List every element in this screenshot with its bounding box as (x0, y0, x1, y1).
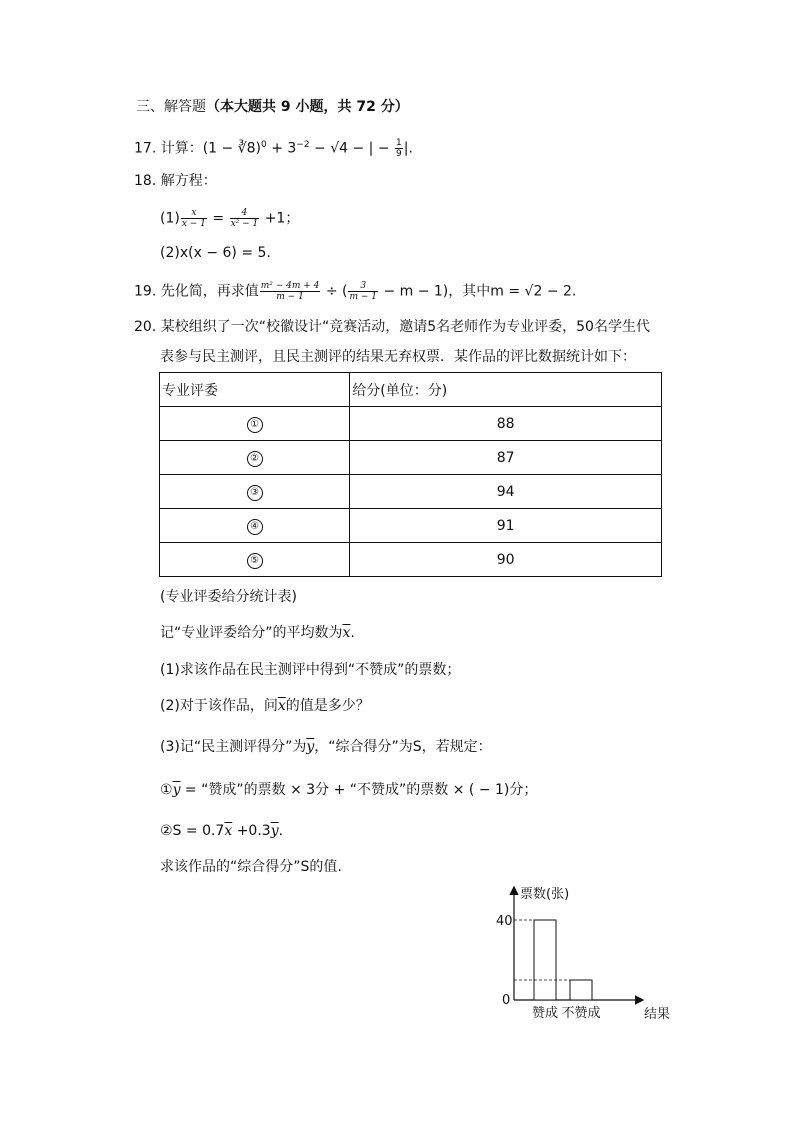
y-tick-label: 0 (502, 993, 511, 1008)
question-lead: 先化简，再求值 (160, 283, 259, 300)
score-table (159, 372, 662, 577)
exponent: −2 (296, 140, 310, 150)
judge-cell (160, 543, 350, 577)
section-note: （本大题共 9 小题，共 72 分） (206, 99, 409, 115)
y-bar: $\overline{y}$ (306, 739, 315, 755)
equation-1 (160, 208, 299, 229)
x-bar: $\overline{x}$ (342, 625, 351, 641)
expr-part: |. (403, 140, 413, 157)
bar-disapprove (570, 980, 592, 1000)
judge-id: ③ (247, 485, 263, 501)
fraction (395, 138, 403, 159)
numerator: x (181, 208, 207, 219)
text: 的值是多少？ (285, 698, 370, 714)
question-20 (134, 318, 650, 336)
expr-part: ÷ ( (321, 283, 348, 300)
y-bar: $\overline{y}$ (270, 823, 279, 839)
vote-bar-chart (470, 880, 670, 1025)
sub-question-2 (160, 697, 370, 715)
expr-part: +1； (260, 210, 300, 227)
x-tick-label: 赞成 (531, 1006, 559, 1021)
table-row (160, 509, 662, 543)
expr-part: − √4 − | − (309, 140, 395, 157)
question-18 (134, 172, 217, 190)
table-row (160, 543, 662, 577)
question-text: 某校组织了一次“校徽设计“竞赛活动，邀请5名老师作为专业评委，50名学生代 (160, 319, 650, 335)
text: (3)记“民主测评得分”为 (160, 739, 307, 755)
judge-id: ② (247, 451, 263, 467)
y-tick-label: 40 (496, 914, 513, 929)
sub-question-3 (160, 738, 492, 756)
sub-question-1: (1)求该作品在民主测评中得到“不赞成”的票数； (160, 662, 461, 678)
text: +0.3 (232, 823, 271, 839)
expr-part: (1 − ∛8) (202, 140, 262, 157)
fraction (348, 281, 378, 302)
numerator: 3 (348, 281, 378, 292)
question-19 (134, 281, 576, 302)
header-score: 给分(单位：分) (350, 373, 662, 407)
fraction (181, 208, 207, 229)
question-number: 18. (134, 173, 157, 189)
judge-id: ④ (247, 519, 263, 535)
x-bar: $\overline{x}$ (224, 823, 233, 839)
equation-2: (2)x(x − 6) = 5. (160, 245, 271, 261)
section-title: 三、解答题 (136, 99, 206, 115)
denominator: 9 (396, 149, 402, 160)
question-lead: 解方程： (160, 173, 217, 189)
text: . (278, 823, 284, 839)
rule-1 (160, 781, 537, 799)
judge-cell (160, 441, 350, 475)
condition: m = √2 − 2. (490, 283, 577, 300)
table-row (160, 407, 662, 441)
score-cell: 91 (350, 509, 662, 543)
question-text-2: 表参与民主测评，且民主测评的结果无弃权票．某作品的评比数据统计如下： (160, 349, 636, 365)
text: ②S = 0.7 (160, 823, 225, 839)
table-caption: (专业评委给分统计表) (160, 589, 297, 605)
table-row (160, 475, 662, 509)
judge-cell (160, 509, 350, 543)
table-row (160, 441, 662, 475)
text: ① (160, 782, 173, 798)
text: (2)对于该作品，问 (160, 698, 278, 714)
x-axis-label: 结果 (644, 1007, 670, 1022)
judge-id: ① (247, 417, 263, 433)
denominator: m − 1 (349, 292, 377, 302)
question-number: 20. (134, 319, 157, 335)
denominator: m − 1 (276, 292, 304, 302)
section-heading (136, 98, 409, 116)
y-axis-label: 票数(张) (520, 887, 570, 902)
mean-definition (160, 624, 355, 642)
denominator: x − 1 (181, 219, 206, 229)
fraction (230, 208, 260, 229)
equals: = (207, 210, 229, 227)
bar-approve (534, 920, 556, 1000)
numerator: m² − 4m + 4 (260, 281, 320, 291)
text: ，“综合得分”为S，若规定： (314, 739, 492, 755)
text: . (350, 625, 355, 641)
score-cell: 94 (350, 475, 662, 509)
question-number: 17. (134, 140, 157, 157)
fraction (260, 281, 321, 302)
exponent: 0 (261, 140, 267, 150)
denominator: x² − 1 (230, 219, 259, 229)
y-bar: $\overline{y}$ (172, 782, 181, 798)
judge-id: ⑤ (247, 553, 263, 569)
numerator: 4 (230, 208, 260, 219)
rule-2 (160, 822, 283, 840)
question-number: 19. (134, 283, 157, 300)
table-header-row (160, 373, 662, 407)
numerator: 1 (396, 138, 402, 149)
question-lead: 计算： (160, 140, 203, 157)
score-cell: 88 (350, 407, 662, 441)
judge-cell (160, 407, 350, 441)
question-17 (134, 136, 413, 159)
score-cell: 87 (350, 441, 662, 475)
judge-cell (160, 475, 350, 509)
final-ask: 求该作品的“综合得分”S的值. (160, 859, 342, 875)
text: 记“专业评委给分”的平均数为 (160, 625, 343, 641)
expr-part: − m − 1)，其中 (379, 283, 491, 300)
header-judge: 专业评委 (160, 373, 350, 407)
score-cell: 90 (350, 543, 662, 577)
expr-part: + 3 (266, 140, 297, 157)
text: = “赞成”的票数 × 3分 + “不赞成”的票数 × ( − 1)分； (180, 782, 538, 798)
x-bar: $\overline{x}$ (277, 698, 286, 714)
x-tick-label: 不赞成 (561, 1006, 601, 1021)
part-label: (1) (160, 210, 180, 227)
